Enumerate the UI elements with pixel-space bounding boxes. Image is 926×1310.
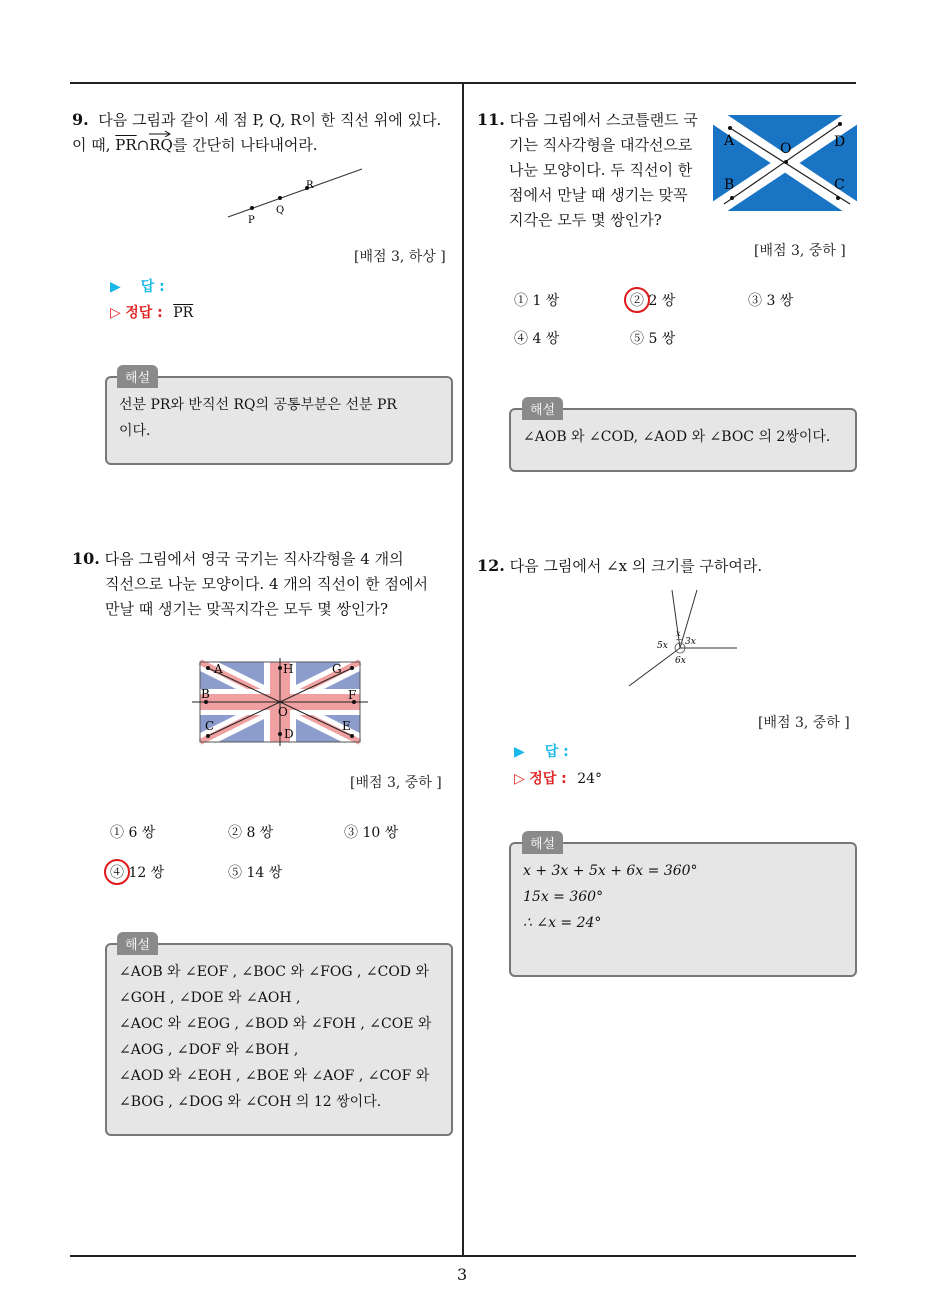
q11-choice-5[interactable]: ⑤ 5 쌍	[630, 331, 676, 347]
q9-exp-line2: 이다.	[119, 423, 151, 439]
point-q	[278, 196, 282, 200]
uk-label-d: D	[284, 727, 294, 741]
q11-text	[477, 107, 707, 233]
q10-line2: 직선으로 나눈 모양이다. 4 개의 직선이 한 점에서	[105, 575, 428, 593]
q9-key-label: 정답 :	[125, 305, 163, 321]
q9-line1: 다음 그림과 같이 세 점 P, Q, R이 한 직선 위에 있다.	[98, 111, 442, 129]
q10-exp-line3: ∠AOC 와 ∠EOG , ∠BOD 와 ∠FOH , ∠COE 와	[119, 1016, 432, 1032]
q12-exp-line1: x + 3x + 5x + 6x = 360°	[523, 863, 698, 879]
q10-choice-4[interactable]: ④ 12 쌍	[110, 865, 165, 881]
q10-exp-line5: ∠AOD 와 ∠EOH , ∠BOE 와 ∠AOF , ∠COF 와	[119, 1068, 430, 1084]
q9-exp-line1: 선분 PR와 반직선 RQ의 공통부분은 선분 PR	[119, 397, 397, 413]
q10-number: 10.	[72, 549, 100, 568]
bottom-rule	[70, 1255, 856, 1257]
q12-exp-line3: ∴ ∠x = 24°	[523, 915, 602, 931]
point-p	[250, 206, 254, 210]
uk-label-b: B	[201, 687, 210, 701]
q10-exp-line1: ∠AOB 와 ∠EOF , ∠BOC 와 ∠FOG , ∠COD 와	[119, 964, 429, 980]
ray-arrow-icon	[149, 129, 173, 137]
q9-answer-label: 답 :	[140, 279, 165, 295]
angle-label-3x: 3x	[685, 637, 696, 647]
q9-line2-post: 를 간단히 나타내어라.	[172, 136, 318, 154]
q12-explanation-box	[509, 842, 857, 977]
q11-choice-4[interactable]: ④ 4 쌍	[514, 331, 560, 347]
q10-choice-3[interactable]: ③ 10 쌍	[344, 825, 399, 841]
q11-explanation-tab: 해설	[522, 397, 563, 420]
q10-choice-5[interactable]: ⑤ 14 쌍	[228, 865, 283, 881]
q12-answer-label: 답 :	[544, 744, 569, 760]
selected-answer-circle-icon	[624, 287, 650, 313]
q10-explanation-box	[105, 943, 453, 1136]
q9-text	[72, 107, 457, 158]
q11-exp-line1: ∠AOB 와 ∠COD, ∠AOD 와 ∠BOC 의 2쌍이다.	[523, 429, 831, 445]
open-triangle-icon: ▷	[110, 305, 121, 321]
q9-ray-rq: RQ	[149, 136, 173, 154]
angle-label-x: x	[676, 629, 681, 638]
q10-score: [배점 3, 중하 ]	[350, 775, 442, 791]
q9-figure	[222, 165, 382, 225]
q9-cap: ∩	[136, 136, 150, 154]
q9-explanation-tab: 해설	[117, 365, 158, 388]
uk-label-o: O	[278, 705, 288, 719]
q12-answer-line	[514, 741, 569, 761]
q11-score: [배점 3, 중하 ]	[754, 243, 846, 259]
q10-line1: 다음 그림에서 영국 국기는 직사각형을 4 개의	[104, 550, 404, 568]
uk-label-h: H	[283, 662, 294, 676]
q11-line2: 기는 직사각형을 대각선으로	[509, 136, 693, 154]
q10-choice-2[interactable]: ② 8 쌍	[228, 825, 274, 841]
scotland-flag-figure	[710, 112, 860, 212]
q12-text	[477, 553, 862, 579]
scot-label-b: B	[724, 177, 735, 193]
scot-label-c: C	[834, 177, 845, 193]
scot-label-a: A	[724, 133, 735, 149]
scot-label-d: D	[834, 134, 846, 150]
q11-number: 11.	[477, 110, 505, 129]
q9-line2-pre: 이 때,	[72, 136, 116, 154]
q11-choice-1[interactable]: ① 1 쌍	[514, 293, 560, 309]
q11-choice-2[interactable]: ② 2 쌍	[630, 293, 676, 309]
q9-explanation-box	[105, 376, 453, 465]
q10-exp-line2: ∠GOH , ∠DOE 와 ∠AOH ,	[119, 990, 301, 1006]
column-divider	[462, 84, 464, 1256]
uk-label-e: E	[342, 719, 351, 733]
uk-label-a: A	[214, 662, 223, 676]
q10-line3: 만날 때 생기는 맞꼭지각은 모두 몇 쌍인가?	[105, 600, 388, 618]
q12-key-line	[514, 768, 602, 788]
uk-flag-figure	[192, 658, 368, 748]
q12-score: [배점 3, 중하 ]	[758, 715, 850, 731]
q10-exp-line4: ∠AOG , ∠DOF 와 ∠BOH ,	[119, 1042, 299, 1058]
scot-label-o: O	[780, 141, 792, 157]
q12-key-value: 24°	[577, 771, 603, 787]
open-triangle-icon: ▷	[514, 771, 525, 787]
q11-line3: 나눈 모양이다. 두 직선이 한	[509, 161, 693, 179]
q12-key-label: 정답 :	[529, 771, 567, 787]
q10-exp-line6: ∠BOG , ∠DOG 와 ∠COH 의 12 쌍이다.	[119, 1094, 382, 1110]
q12-line: 다음 그림에서 ∠x 의 크기를 구하여라.	[509, 557, 763, 575]
q9-segment-pr: $\overline{PR}$	[115, 136, 137, 154]
uk-label-g: G	[332, 662, 342, 676]
label-q: Q	[276, 205, 285, 216]
play-icon: ▶	[110, 279, 121, 295]
play-icon: ▶	[514, 744, 525, 760]
uk-label-f: F	[348, 688, 357, 702]
selected-answer-circle-icon	[104, 859, 130, 885]
page-number: 3	[457, 1265, 468, 1284]
label-p: P	[248, 215, 255, 225]
q10-choice-1[interactable]: ① 6 쌍	[110, 825, 156, 841]
q11-line1: 다음 그림에서 스코틀랜드 국	[509, 111, 698, 129]
q12-explanation-tab: 해설	[522, 831, 563, 854]
label-r: R	[306, 180, 314, 191]
q12-exp-line2: 15x = 360°	[523, 889, 604, 905]
q9-key-line	[110, 302, 193, 322]
q10-explanation-tab: 해설	[117, 932, 158, 955]
q9-score: [배점 3, 하상 ]	[354, 249, 446, 265]
angle-label-5x: 5x	[657, 641, 668, 651]
uk-label-c: C	[205, 719, 215, 733]
q9-key-value: $\overline{PR}$	[173, 305, 194, 321]
q12-number: 12.	[477, 556, 505, 575]
q11-line5: 지각은 모두 몇 쌍인가?	[509, 211, 662, 229]
q10-text	[72, 546, 457, 622]
q11-line4: 점에서 만날 때 생기는 맞꼭	[509, 186, 688, 204]
q9-number: 9.	[72, 110, 89, 129]
q9-answer-line	[110, 276, 165, 296]
angle-label-6x: 6x	[675, 656, 686, 666]
q11-choice-3[interactable]: ③ 3 쌍	[748, 293, 794, 309]
q12-figure	[625, 588, 745, 688]
